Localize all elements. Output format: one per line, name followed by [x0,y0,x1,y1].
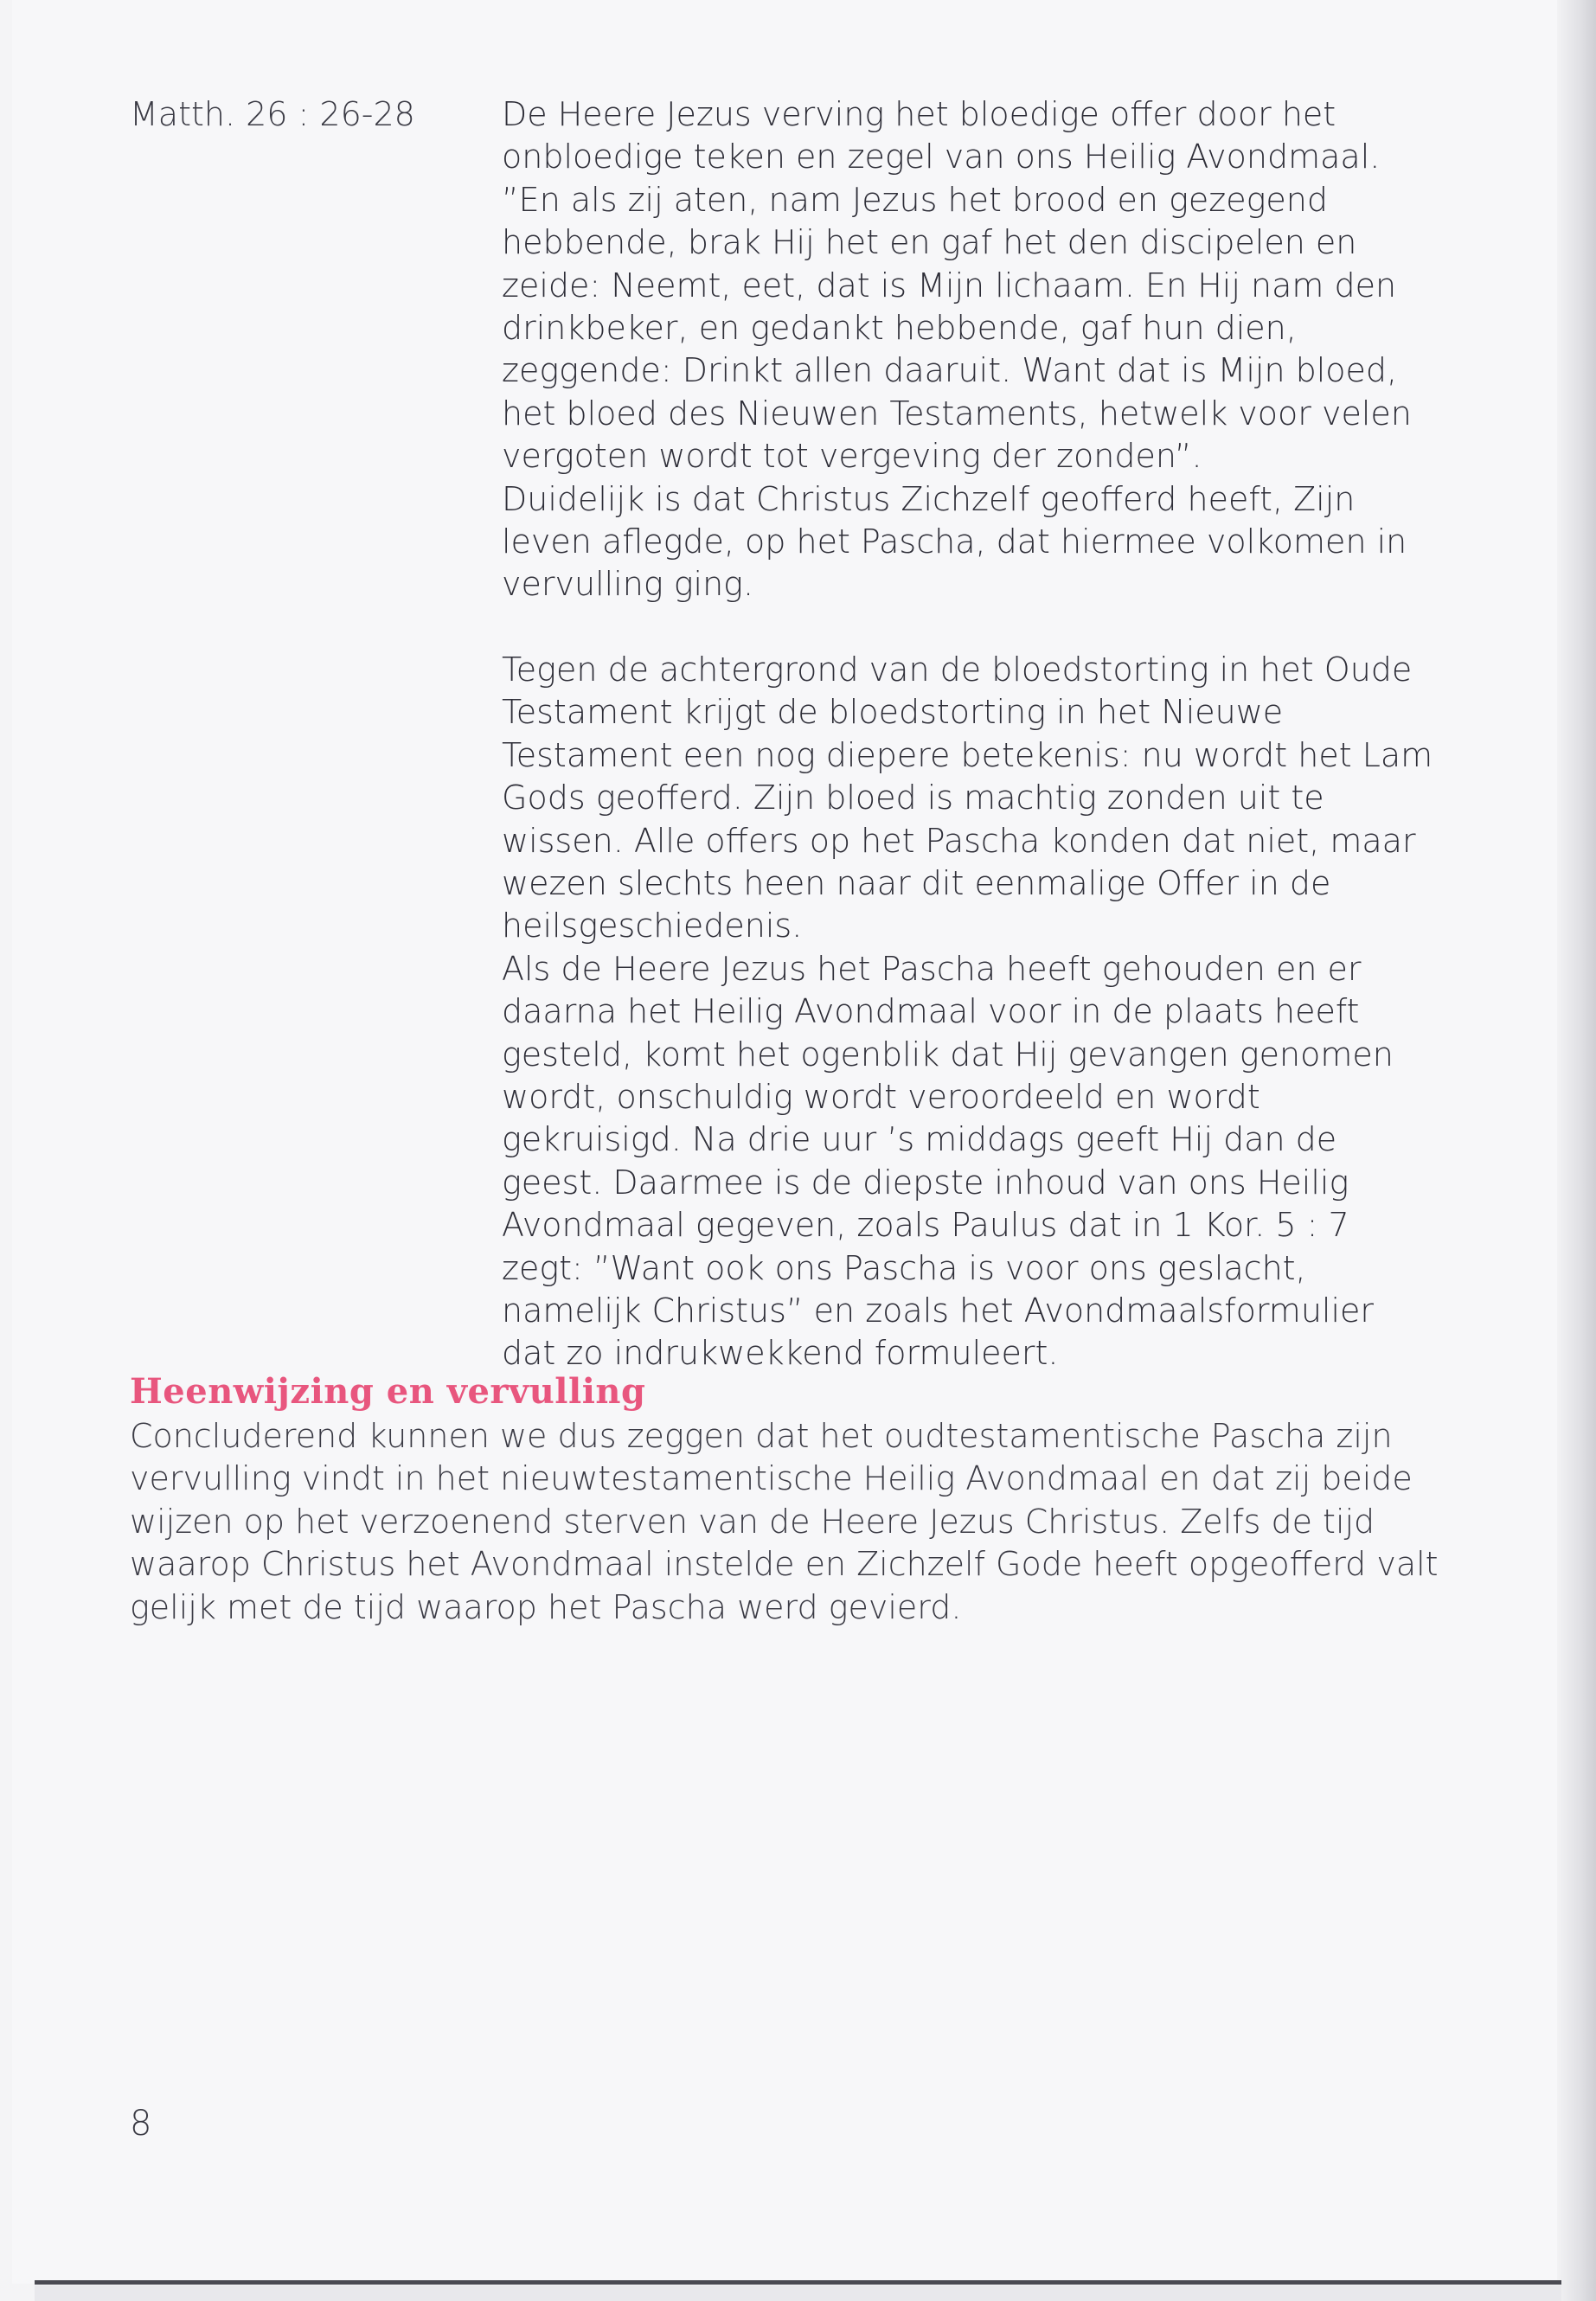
paragraph-avondmaal: Als de Heere Jezus het Pascha heeft gehouden en er daarna het Heilig Avondmaal voor in de plaats heeft gesteld, komt het ogenblik dat Hij gevangen genomen wordt, onschuldig wordt veroordeeld en wordt gekruisigd. Na drie uur ’s middags geeft Hij dan de geest. Daarmee is de diepste inhoud van ons Heilig Avondmaal gegeven, zoals Paulus dat in 1 Kor. 5 : 7 zegt: ”Want ook ons Pascha is voor ons geslacht, namelijk Christus” en zoals het Avondmaalsformulier dat zo indrukwekkend formuleert. [502,949,1394,1373]
page-number: 8 [130,2104,152,2144]
paragraph-offer: De Heere Jezus verving het bloedige offer door het onbloedige teken en zegel van ons Heilig Avondmaal. ”En als zij aten, nam Jezus het brood en gezegend hebbende, brak Hij het en gaf het den discipelen en zeide: Neemt, eet, dat is Mijn lichaam. En Hij nam den drinkbeker, en gedankt hebbende, gaf hun dien, zeggende: Drinkt allen daaruit. Want dat is Mijn bloed, het bloed des Nieuwen Testaments, hetwelk voor velen vergoten wordt tot vergeving der zonden”. [502,95,1412,476]
page-bottom-margin [35,2285,1561,2301]
margin-scripture-reference: Matth. 26 : 26-28 [130,95,415,133]
page-bottom-edge [35,2280,1561,2285]
paragraph-duidelijk: Duidelijk is dat Christus Zichzelf geofferd heeft, Zijn leven aflegde, op het Pascha, dat hiermee volkomen in vervulling ging. [502,479,1407,604]
section-heading: Heenwijzing en vervulling [130,1371,646,1412]
main-text-column [502,93,1436,1375]
section-body-text: Concluderend kunnen we dus zeggen dat het oudtestamentische Pascha zijn vervulling vindt in het nieuwtestamentische Heilig Avondmaal en dat zij beide wijzen op het verzoenend sterven van de Heere Jezus Christus. Zelfs de tijd waarop Christus het Avondmaal instelde en Zichzelf Gode heeft opgeofferd valt gelijk met de tijd waarop het Pascha werd gevierd. [130,1417,1439,1626]
paragraph-achtergrond: Tegen de achtergrond van de bloedstorting in het Oude Testament krijgt de bloedstorting in het Nieuwe Testament een nog diepere betekenis: nu wordt het Lam Gods geofferd. Zijn bloed is machtig zonden uit te wissen. Alle offers op het Pascha konden dat niet, maar wezen slechts heen naar dit eenmalige Offer in de heilsgeschiedenis. [502,650,1433,945]
page-spine-shadow [1557,0,1596,2301]
